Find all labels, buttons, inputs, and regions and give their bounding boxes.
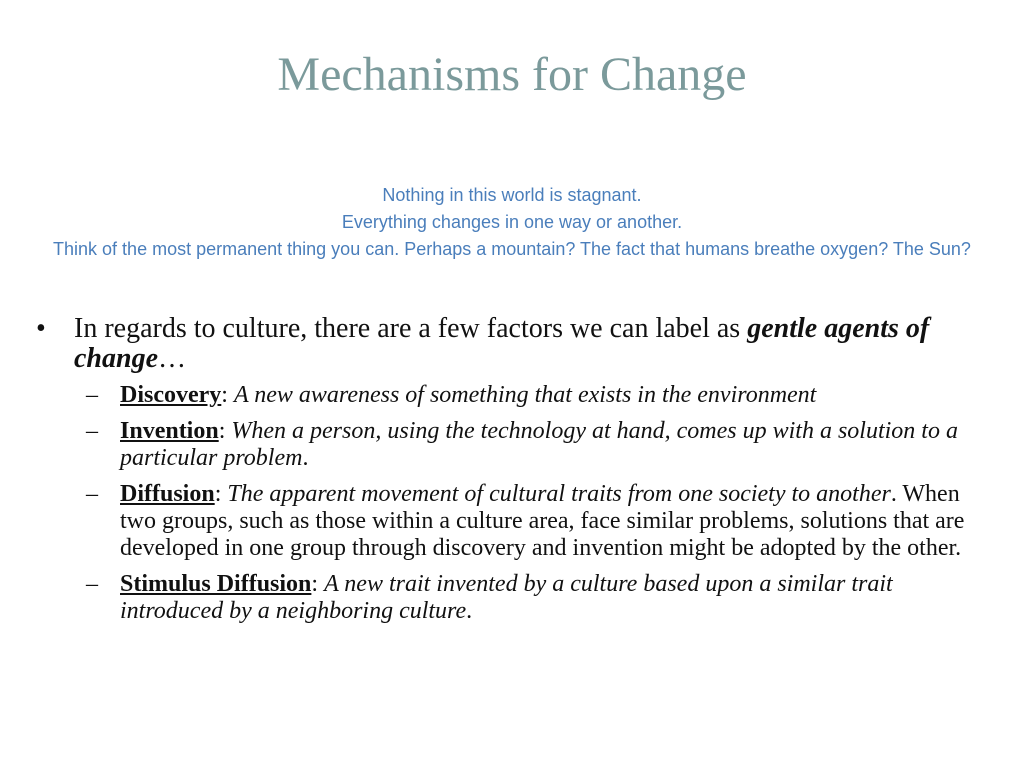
term-separator: : (214, 481, 228, 507)
extra-invention: . (302, 445, 309, 471)
term-stimulus-diffusion: Stimulus Diffusion (120, 571, 312, 597)
extra-diffusion: . When two groups, such as those within a culture area, face similar problems, solutions that are developed in one group through discovery and invention might be adopted by the other. (120, 481, 965, 561)
bullet-marker: • (36, 313, 46, 344)
intro-text (40, 182, 984, 263)
main-bullet-lead: In regards to culture, there are a few factors we can label as (74, 313, 748, 344)
term-separator: : (218, 418, 232, 444)
main-bullet-emphasis: gentle agents of change (74, 313, 930, 374)
sub-bullet-text (120, 481, 976, 562)
main-bullet-text (74, 314, 976, 374)
main-bullet-suffix: … (158, 343, 186, 374)
definition-invention: When a person, using the technology at hand, comes up with a solution to a particular problem (120, 418, 958, 471)
dash-marker: – (86, 418, 98, 444)
main-bullet (36, 314, 976, 374)
sub-bullet-text (120, 571, 976, 625)
sub-bullet-discovery (86, 382, 976, 409)
sub-bullet-text (120, 382, 976, 409)
dash-marker: – (86, 481, 98, 507)
sub-bullet-stimulus-diffusion (86, 571, 976, 625)
term-invention: Invention (120, 418, 219, 444)
intro-line: Nothing in this world is stagnant. (382, 185, 642, 205)
dash-marker: – (86, 571, 98, 597)
intro-line: Think of the most permanent thing you can. Perhaps a mountain? The fact that humans breathe oxygen? The Sun? (53, 239, 971, 259)
sub-bullet-invention (86, 418, 976, 472)
dash-marker: – (86, 382, 98, 408)
slide-title: Mechanisms for Change (277, 48, 747, 101)
term-discovery: Discovery (120, 382, 222, 408)
sub-bullet-text (120, 418, 976, 472)
sub-bullet-diffusion (86, 481, 976, 562)
term-separator: : (221, 382, 234, 408)
sub-bullet-list (86, 382, 976, 625)
definition-stimulus-diffusion: A new trait invented by a culture based upon a similar trait introduced by a neighboring culture (120, 571, 893, 624)
extra-stimulus-diffusion: . (466, 598, 473, 624)
definition-discovery: A new awareness of something that exists in the environment (233, 382, 817, 408)
intro-line: Everything changes in one way or another. (341, 212, 683, 232)
term-diffusion: Diffusion (120, 481, 215, 507)
bullet-content (36, 314, 976, 634)
definition-diffusion: The apparent movement of cultural traits from one society to another (227, 481, 891, 507)
term-separator: : (311, 571, 325, 597)
